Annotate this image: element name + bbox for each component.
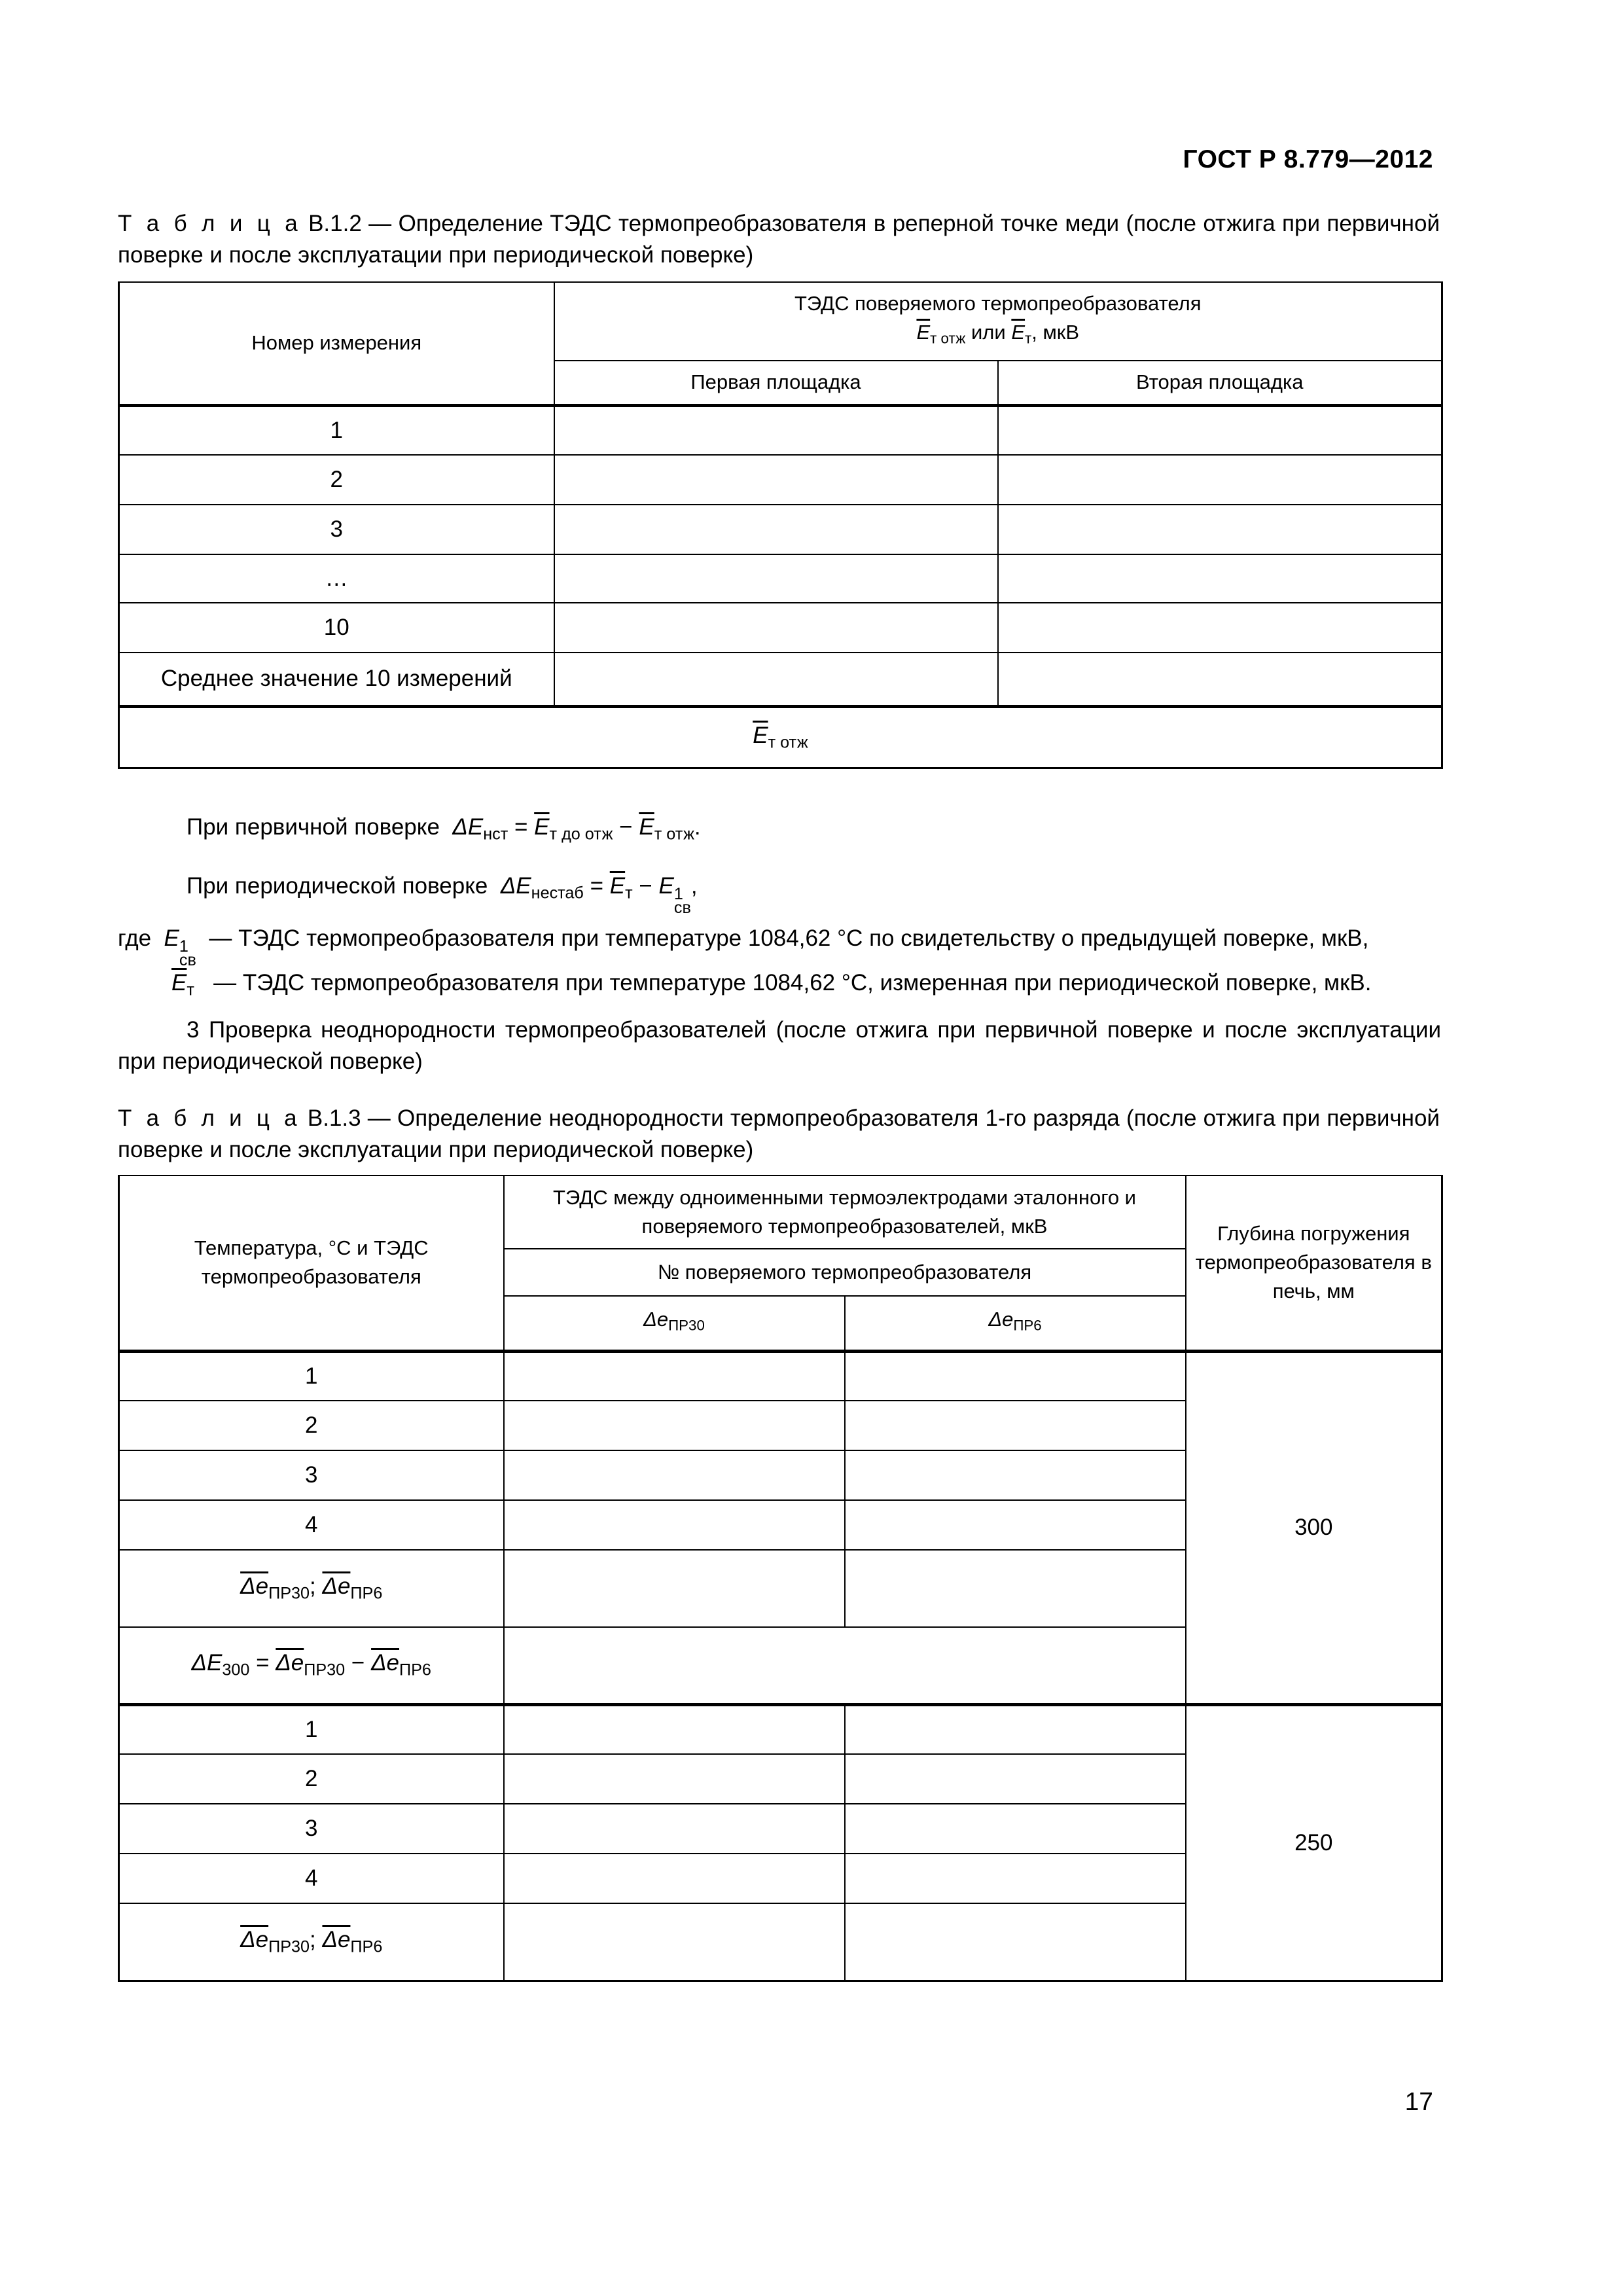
table2-header-num: № поверяемого термопреобразователя <box>504 1249 1186 1296</box>
definition-2 <box>171 967 1442 1006</box>
symbol-delta-e-bar: $\overline{\Delta e}$ <box>240 1573 269 1600</box>
table-cell <box>504 1550 845 1627</box>
document-code: ГОСТ Р 8.779—2012 <box>1183 145 1433 173</box>
formula-primary <box>187 812 701 850</box>
table2-header-tedc: ТЭДС между одноименными термоэлектродами эталонного и поверяемого термопреобразователей, мкВ <box>504 1175 1186 1249</box>
symbol-subscript: т отж <box>930 330 966 347</box>
row-label: Среднее значение 10 измерений <box>119 653 554 706</box>
table-cell <box>845 1550 1186 1627</box>
table-cell <box>845 1401 1186 1450</box>
table-row <box>119 1351 1442 1401</box>
table-cell <box>504 1401 845 1450</box>
formula-subscript: т отж <box>654 825 694 844</box>
formula-operator: = <box>508 814 535 840</box>
table-cell <box>998 554 1442 603</box>
formula-subscript: т до отж <box>549 825 613 844</box>
formula-script-stack <box>673 884 691 918</box>
formula-symbol: $\overline{E}$ <box>639 814 654 840</box>
symbol-subscript: т отж <box>768 733 808 752</box>
symbol-subscript: ПР6 <box>1013 1318 1042 1335</box>
formula-operator: − <box>632 873 659 899</box>
formula-operator: = <box>583 873 610 899</box>
separator: ; <box>310 1926 323 1952</box>
table-cell <box>504 1627 1186 1704</box>
header-or: или <box>971 321 1006 344</box>
table-cell <box>504 1754 845 1804</box>
row-label: 1 <box>119 1351 504 1401</box>
table-row <box>119 603 1442 653</box>
header-unit: , мкВ <box>1031 321 1080 344</box>
row-label: 3 <box>119 1804 504 1854</box>
formula-end: . <box>694 814 701 840</box>
symbol-delta-e-bar: $\overline{\Delta e}$ <box>240 1926 269 1952</box>
table2-header-depth: Глубина погружения термопреобразователя в печь, мм <box>1186 1175 1442 1351</box>
table-row <box>119 554 1442 603</box>
symbol-subscript: ПР30 <box>268 1584 310 1603</box>
row-label: 10 <box>119 603 554 653</box>
symbol-e-bar: $\overline{E}$ <box>753 722 768 748</box>
formula-symbol: $\overline{E}$ <box>534 814 550 840</box>
table-b13 <box>118 1175 1443 1982</box>
table-cell <box>998 405 1442 455</box>
symbol-delta-e: Δe <box>643 1308 669 1331</box>
symbol-e-bar: $\overline{E}$ <box>1011 321 1026 344</box>
table-cell <box>554 603 998 653</box>
operator: − <box>345 1650 372 1676</box>
row-label: 3 <box>119 1450 504 1500</box>
formula-prefix: При первичной поверке <box>187 814 440 840</box>
table-cell <box>554 653 998 706</box>
definition-symbol: E <box>164 925 179 951</box>
formula-symbol: E <box>658 873 674 899</box>
formula-superscript: 1 <box>673 884 683 903</box>
row-label-diff <box>119 1627 504 1704</box>
row-label: 1 <box>119 405 554 455</box>
definition-where: где <box>118 925 152 951</box>
table2-caption-text: В.1.3 — Определение неоднородности термопреобразователя 1-го разряда (после отжига при первичной поверке и после эксплуатации при периодической поверке) <box>118 1105 1440 1162</box>
table-footer-row <box>119 706 1442 768</box>
table-row <box>119 1704 1442 1754</box>
formula-subscript: т <box>625 884 633 903</box>
table-cell <box>504 1704 845 1754</box>
section-3-paragraph: 3 Проверка неоднородности термопреобразователей (после отжига при первичной поверке и после эксплуатации при периодической поверке) <box>118 1017 1441 1074</box>
definition-text: — ТЭДС термопреобразователя при температуре 1084,62 °С, измеренная при периодической поверке, мкВ. <box>213 970 1372 996</box>
table-b12 <box>118 281 1443 769</box>
symbol-delta-e-bar: $\overline{\Delta e}$ <box>276 1650 304 1676</box>
symbol-subscript: ПР6 <box>350 1937 383 1956</box>
definition-subscript: т <box>187 980 194 999</box>
table1-caption-label: Т а б л и ц а <box>118 211 302 236</box>
table-cell <box>845 1903 1186 1981</box>
table2-header-temp: Температура, °С и ТЭДС термопреобразователя <box>119 1175 504 1351</box>
formula-end: , <box>690 873 698 899</box>
definition-subscript: св <box>179 951 196 970</box>
table1-caption-text: В.1.2 — Определение ТЭДС термопреобразователя в реперной точке меди (после отжига при первичной поверке и после эксплуатации при периодической поверке) <box>118 211 1440 268</box>
table-cell <box>554 405 998 455</box>
formula-symbol: ΔE <box>452 814 484 840</box>
formula-periodic <box>187 870 698 916</box>
table-cell <box>504 1450 845 1500</box>
symbol-subscript: ПР30 <box>268 1937 310 1956</box>
table-cell <box>504 1351 845 1401</box>
table-cell <box>998 603 1442 653</box>
formula-subscript: нст <box>483 825 508 844</box>
definition-script-stack <box>179 937 196 970</box>
row-label-mean <box>119 1550 504 1627</box>
formula-subscript: нестаб <box>531 884 584 903</box>
table2-caption <box>118 1103 1440 1166</box>
table-row <box>119 505 1442 554</box>
operator: = <box>249 1650 276 1676</box>
symbol-delta-e: ΔE <box>191 1650 223 1676</box>
symbol-delta-e-bar: $\overline{\Delta e}$ <box>322 1926 351 1952</box>
row-label: 3 <box>119 505 554 554</box>
table1-header-tedc-title: ТЭДС поверяемого термопреобразователя <box>794 292 1202 315</box>
symbol-subscript: 300 <box>222 1661 250 1680</box>
symbol-e-bar: $\overline{E}$ <box>916 321 931 344</box>
table-cell <box>845 1351 1186 1401</box>
table1-header-first: Первая площадка <box>554 361 998 405</box>
table-cell <box>504 1903 845 1981</box>
table-row <box>119 653 1442 706</box>
definition-1 <box>118 923 1442 968</box>
row-label: 4 <box>119 1500 504 1550</box>
formula-operator: − <box>613 814 639 840</box>
row-label: 1 <box>119 1704 504 1754</box>
table1-header-tedc-formula <box>562 318 1435 353</box>
table-cell <box>504 1804 845 1854</box>
table-cell <box>998 455 1442 505</box>
table1-header-measure: Номер измерения <box>119 282 554 405</box>
symbol-delta-e-bar: $\overline{\Delta e}$ <box>322 1573 351 1600</box>
symbol-delta-e-bar: $\overline{\Delta e}$ <box>371 1650 400 1676</box>
table1-header-second: Вторая площадка <box>998 361 1442 405</box>
table-cell <box>504 1854 845 1903</box>
definition-superscript: 1 <box>179 937 188 956</box>
table2-caption-label: Т а б л и ц а <box>118 1105 301 1131</box>
row-label: 2 <box>119 1401 504 1450</box>
symbol-delta-e: Δe <box>988 1308 1014 1331</box>
table-row <box>119 405 1442 455</box>
table-cell <box>554 554 998 603</box>
depth-250: 250 <box>1186 1704 1442 1981</box>
table1-header-tedc <box>554 282 1442 361</box>
table-row <box>119 455 1442 505</box>
formula-prefix: При периодической поверке <box>187 873 488 899</box>
row-label: 2 <box>119 455 554 505</box>
table1-footer-formula <box>119 706 1442 768</box>
symbol-subscript: т <box>1025 330 1032 347</box>
definition-symbol: $\overline{E}$ <box>171 970 187 996</box>
table1-caption <box>118 208 1440 271</box>
table-cell <box>845 1854 1186 1903</box>
table-cell <box>845 1704 1186 1754</box>
table-cell <box>845 1500 1186 1550</box>
table-cell <box>504 1500 845 1550</box>
definition-text: — ТЭДС термопреобразователя при температуре 1084,62 °С по свидетельству о предыдущей поверке, мкВ, <box>209 925 1369 951</box>
symbol-subscript: ПР6 <box>350 1584 383 1603</box>
table-cell <box>845 1754 1186 1804</box>
formula-symbol: ΔE <box>500 873 531 899</box>
symbol-subscript: ПР30 <box>668 1318 705 1335</box>
depth-300: 300 <box>1186 1351 1442 1704</box>
formula-subscript: св <box>673 899 691 918</box>
table-cell <box>554 455 998 505</box>
table2-header-pr30 <box>504 1296 845 1351</box>
row-label-mean <box>119 1903 504 1981</box>
separator: ; <box>310 1573 323 1600</box>
symbol-subscript: ПР6 <box>399 1661 431 1680</box>
table2-header-pr6 <box>845 1296 1186 1351</box>
row-label: … <box>119 554 554 603</box>
page-number: 17 <box>1404 2088 1433 2116</box>
table-cell <box>845 1804 1186 1854</box>
table-cell <box>998 653 1442 706</box>
row-label: 4 <box>119 1854 504 1903</box>
row-label: 2 <box>119 1754 504 1804</box>
symbol-subscript: ПР30 <box>304 1661 346 1680</box>
table-cell <box>554 505 998 554</box>
table-cell <box>845 1450 1186 1500</box>
table-cell <box>998 505 1442 554</box>
formula-symbol: $\overline{E}$ <box>609 873 626 899</box>
